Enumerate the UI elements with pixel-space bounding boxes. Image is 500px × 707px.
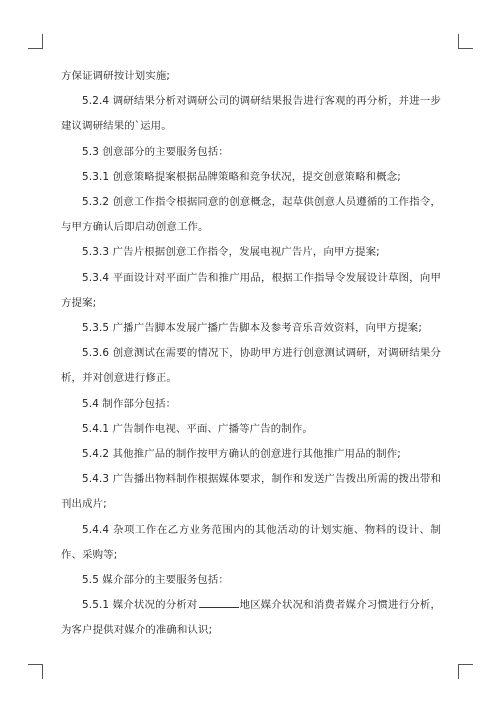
crop-mark-bottom-left — [28, 664, 43, 679]
paragraph-5-3-1: 5.3.1 创意策略提案根据品牌策略和竞争状况，提交创意策略和概念; — [82, 170, 401, 183]
paragraph-5-4-1: 5.4.1 广告制作电视、平面、广播等广告的制作。 — [82, 422, 313, 435]
paragraph-5-3-6: 5.3.6 创意测试在需要的情况下，协助甲方进行创意测试调研，对调研结果分析，并对创意进行修正。 — [61, 347, 441, 385]
crop-mark-top-left — [28, 34, 43, 49]
paragraph-5-4-3: 5.4.3 广告播出物料制作根据媒体要求，制作和发送广告拨出所需的拨出带和刊出成片; — [61, 473, 441, 511]
paragraph-5-2-4: 5.2.4 调研结果分析对调研公司的调研结果报告进行客观的再分析，并进一步建议调研结果的`运用。 — [61, 95, 441, 133]
paragraph-5-3-3: 5.3.3 广告片根据创意工作指令，发展电视广告片，向甲方提案; — [82, 246, 380, 259]
crop-mark-top-right — [458, 34, 473, 49]
paragraph-5-4-2: 5.4.2 其他推广品的制作按甲方确认的创意进行其他推广用品的制作; — [82, 448, 401, 461]
paragraph-5-4-4: 5.4.4 杂项工作在乙方业务范围内的其他活动的计划实施、物料的设计、制作、采购等; — [61, 523, 441, 561]
paragraph-5-5-1 — [61, 593, 441, 643]
crop-mark-bottom-right — [458, 664, 473, 679]
paragraph-5-5-1-after: 地区媒介状况和消费者媒介习惯进行分析，为客户提供对媒介的准确和认识; — [61, 599, 441, 637]
paragraph-continuation: 方保证调研按计划实施; — [61, 70, 171, 82]
paragraph-5-5-1-before: 5.5.1 媒介状况的分析对 — [82, 599, 198, 612]
heading-5-4: 5.4 制作部分包括： — [82, 397, 177, 410]
document-body — [61, 64, 441, 644]
heading-5-5: 5.5 媒介部分的主要服务包括： — [82, 574, 229, 587]
paragraph-5-3-5: 5.3.5 广播广告脚本发展广播广告脚本及参考音乐音效资料，向甲方提案; — [82, 322, 422, 335]
paragraph-5-3-4: 5.3.4 平面设计对平面广告和推广用品，根据工作指导令发展设计草图，向甲方提案; — [61, 271, 441, 309]
fill-in-blank — [199, 595, 239, 608]
heading-5-3: 5.3 创意部分的主要服务包括： — [82, 145, 229, 158]
paragraph-5-3-2: 5.3.2 创意工作指令根据同意的创意概念，起草供创意人员遵循的工作指令，与甲方确认后即启动创意工作。 — [61, 196, 441, 234]
